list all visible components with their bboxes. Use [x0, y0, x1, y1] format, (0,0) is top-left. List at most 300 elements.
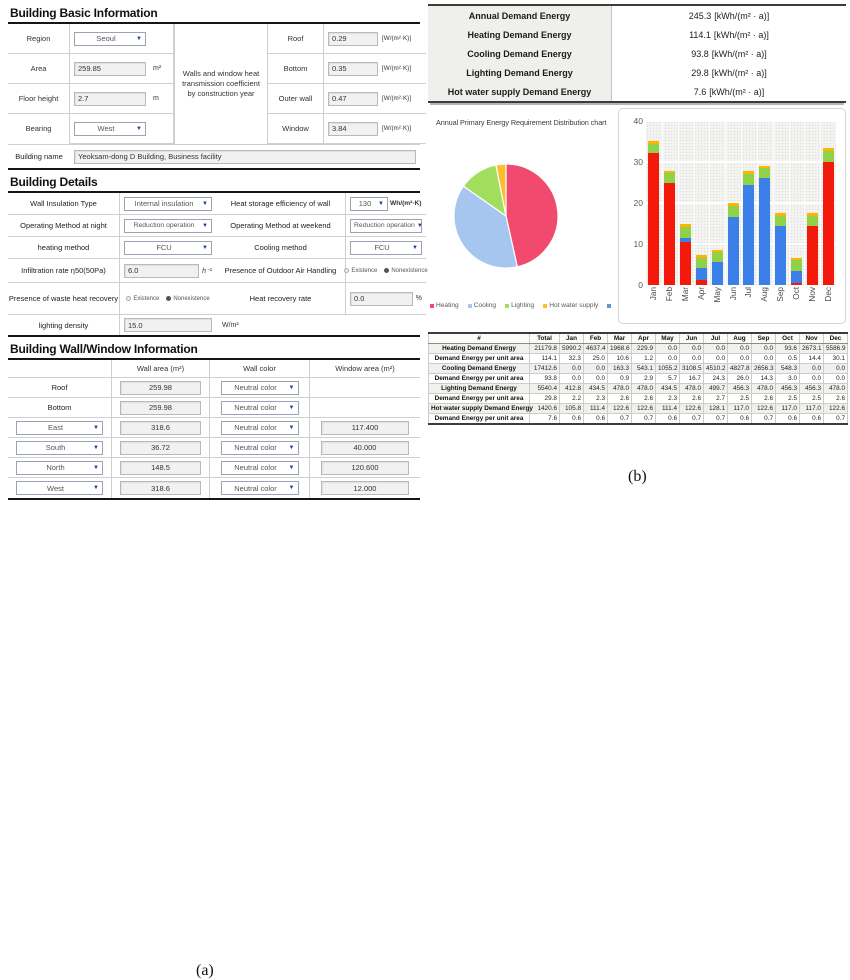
row-label: Demand Energy per unit area	[429, 374, 530, 384]
value-cell: 543.1	[632, 364, 656, 374]
table-row	[429, 394, 848, 404]
value-cell: 2.3	[584, 394, 608, 404]
bar-segment-heating	[823, 162, 834, 285]
legend-item-heating	[430, 302, 459, 309]
value-cell: 4510.2	[704, 364, 728, 374]
legend-marker-icon	[505, 304, 509, 308]
wall-area-input-bottom[interactable]: 259.98	[120, 401, 201, 415]
legend-label: Lighting	[511, 302, 535, 309]
value-cell: 478.0	[824, 384, 848, 394]
heating-method-value: FCU	[156, 243, 172, 252]
summary-value: 7.6	[693, 86, 707, 97]
value-cell: 478.0	[680, 384, 704, 394]
value-cell: 128.1	[704, 404, 728, 414]
value-cell: 0.0	[656, 354, 680, 364]
bar-segment-heating	[664, 183, 675, 286]
value-cell: 0.0	[824, 374, 848, 384]
infiltration-cell	[120, 259, 216, 283]
value-cell: 5586.9	[824, 344, 848, 354]
bottom-coef-label: Bottom	[268, 54, 324, 84]
radio-outdoor-air-nonexistence[interactable]	[384, 268, 427, 274]
value-cell: 21179.8	[530, 344, 560, 354]
wall-area-input-west[interactable]: 318.6	[120, 481, 201, 495]
value-cell: 0.0	[584, 364, 608, 374]
value-cell: 2.6	[632, 394, 656, 404]
weekend-operation-cell	[346, 215, 426, 237]
dropdown-arrow-icon: ▼	[288, 444, 295, 451]
bearing-dropdown[interactable]	[74, 122, 146, 136]
dropdown-arrow-icon: ▼	[136, 125, 142, 132]
value-cell: 5.7	[656, 374, 680, 384]
orientation-value: South	[45, 443, 66, 452]
section-title-basic-information: Building Basic Information	[10, 6, 158, 20]
summary-value-cell	[612, 6, 846, 25]
value-cell: 117.0	[728, 404, 752, 414]
window-coef-cell	[324, 114, 382, 144]
value-cell: 2.6	[680, 394, 704, 404]
value-cell: 4637.4	[584, 344, 608, 354]
bar-segment-lighting	[775, 216, 786, 227]
value-cell: 2.5	[776, 394, 800, 404]
radio-selected-icon	[384, 268, 389, 273]
legend-item-lighting	[505, 302, 534, 309]
value-cell: 0.0	[560, 374, 584, 384]
value-cell: 26.0	[728, 374, 752, 384]
radio-outdoor-air-existence[interactable]	[344, 268, 377, 274]
value-cell: 0.7	[608, 414, 632, 425]
value-cell: 2656.3	[752, 364, 776, 374]
x-tick-sep	[773, 287, 789, 321]
summary-value-cell	[612, 63, 846, 82]
summary-unit: [kWh/(m² · a)]	[713, 29, 769, 40]
summary-unit: [kWh/(m² · a)]	[714, 10, 770, 21]
value-cell: 2.9	[632, 374, 656, 384]
row-label: Demand Energy per unit area	[429, 354, 530, 364]
window-area-input-west[interactable]: 12.000	[321, 481, 409, 495]
x-tick-label: Nov	[807, 287, 817, 302]
legend-label: Hot water supply	[549, 302, 599, 309]
bar-segment-cooling	[791, 271, 802, 283]
value-cell: 456.3	[776, 384, 800, 394]
building-name-input[interactable]: Yeoksam-dong D Building, Business facility	[74, 150, 416, 164]
wall-color-value: Neutral color	[234, 463, 277, 472]
wall-color-dropdown-bottom[interactable]	[221, 401, 299, 415]
value-cell: 4827.8	[728, 364, 752, 374]
wall-area-input-north[interactable]: 148.5	[120, 461, 201, 475]
bar-oct	[791, 258, 802, 285]
window-area-cell	[310, 458, 420, 478]
value-cell: 111.4	[656, 404, 680, 414]
monthly-header-cell: Jun	[680, 333, 704, 344]
x-tick-label: Jan	[649, 287, 659, 301]
bar-jan	[648, 141, 659, 285]
night-operation-dropdown[interactable]	[124, 219, 212, 233]
y-tick-label: 40	[633, 116, 643, 126]
legend-item-hot-water-supply	[543, 302, 598, 309]
value-cell: 93.6	[776, 344, 800, 354]
caption-a: (a)	[196, 962, 214, 979]
orientation-dropdown-west[interactable]	[16, 481, 103, 495]
area-label: Area	[8, 54, 70, 84]
window-coef-label: Window	[268, 114, 324, 144]
slot-separator	[804, 121, 805, 285]
section-title-building-details: Building Details	[10, 175, 98, 189]
orientation-cell	[8, 478, 112, 498]
slot-separator	[820, 121, 821, 285]
value-cell: 114.1	[530, 354, 560, 364]
cooling-method-value: FCU	[374, 243, 390, 252]
lighting-density-input[interactable]: 15.0	[124, 318, 212, 332]
value-cell: 478.0	[608, 384, 632, 394]
orientation-dropdown-south[interactable]	[16, 441, 103, 455]
value-cell: 3108.5	[680, 364, 704, 374]
value-cell: 0.0	[752, 344, 776, 354]
dropdown-arrow-icon: ▼	[93, 464, 99, 471]
monthly-header-cell: Sep	[752, 333, 776, 344]
window-area-input-north[interactable]: 120.600	[321, 461, 409, 475]
y-tick-label: 20	[633, 198, 643, 208]
bottom-coef-input[interactable]: 0.35	[328, 62, 378, 76]
x-tick-label: Jul	[744, 287, 754, 298]
value-cell: 0.0	[704, 354, 728, 364]
section-basic-information	[8, 22, 420, 170]
value-cell: 0.6	[728, 414, 752, 425]
summary-value-cell	[612, 25, 846, 44]
value-cell: 499.7	[704, 384, 728, 394]
x-tick-label: Jun	[728, 287, 738, 301]
wall-area-input-south[interactable]: 36.72	[120, 441, 201, 455]
wall-area-cell	[112, 378, 210, 398]
night-operation-label: Operating Method at night	[8, 215, 120, 237]
radio-label: Existence	[351, 267, 378, 274]
infiltration-input[interactable]: 6.0	[124, 264, 199, 278]
wall-area-input-east[interactable]: 318.6	[120, 421, 201, 435]
lighting-density-cell	[120, 315, 216, 335]
value-cell: 478.0	[632, 384, 656, 394]
value-cell: 2673.1	[800, 344, 824, 354]
outer-wall-coef-cell	[324, 84, 382, 114]
summary-row	[428, 6, 846, 25]
region-value: Seoul	[96, 34, 116, 43]
window-area-cell	[310, 478, 420, 498]
value-cell: 0.0	[704, 344, 728, 354]
slot-separator	[662, 121, 663, 285]
radio-waste-heat-existence[interactable]	[126, 296, 159, 302]
bar-mar	[680, 224, 691, 285]
x-tick-label: May	[712, 287, 722, 303]
heating-method-cell	[120, 237, 216, 259]
bar-segment-lighting	[712, 252, 723, 261]
x-tick-nov	[804, 287, 820, 321]
orientation-dropdown-east[interactable]	[16, 421, 103, 435]
bar-segment-lighting	[791, 260, 802, 270]
wall-insulation-value: Internal insulation	[134, 199, 194, 208]
value-cell: 1.2	[632, 354, 656, 364]
summary-row	[428, 25, 846, 44]
cooling-method-cell	[346, 237, 426, 259]
bearing-unit	[150, 114, 174, 144]
value-cell: 30.1	[824, 354, 848, 364]
wall-window-header	[8, 360, 112, 378]
surface-label-bottom: Bottom	[8, 398, 112, 418]
summary-value-cell	[612, 44, 846, 63]
x-tick-jun	[725, 287, 741, 321]
bar-jul	[743, 171, 754, 285]
window-area-cell	[310, 418, 420, 438]
bar-aug	[759, 166, 770, 285]
value-cell: 478.0	[752, 384, 776, 394]
x-tick-feb	[662, 287, 678, 321]
wall-color-dropdown-south[interactable]	[221, 441, 299, 455]
wall-color-cell	[210, 438, 310, 458]
x-tick-label: Feb	[665, 287, 675, 302]
value-cell: 2.6	[824, 394, 848, 404]
dropdown-arrow-icon: ▼	[416, 222, 423, 229]
table-row	[429, 374, 848, 384]
wall-color-dropdown-north[interactable]	[221, 461, 299, 475]
heat-storage-cell	[346, 193, 426, 215]
heat-storage-value: 130	[358, 199, 372, 208]
waste-heat-label: Presence of waste heat recovery	[8, 283, 120, 315]
value-cell: 0.7	[704, 414, 728, 425]
wall-insulation-cell	[120, 193, 216, 215]
table-row	[429, 384, 848, 394]
dropdown-arrow-icon: ▼	[202, 222, 208, 229]
wall-area-input-roof[interactable]: 259.98	[120, 381, 201, 395]
bar-segment-heating	[791, 283, 802, 285]
bar-segment-lighting	[664, 173, 675, 182]
region-label: Region	[8, 24, 70, 54]
value-cell: 0.0	[824, 364, 848, 374]
roof-coef-label: Roof	[268, 24, 324, 54]
value-cell: 0.0	[680, 344, 704, 354]
pie-chart-block	[428, 110, 618, 324]
value-cell: 0.0	[800, 364, 824, 374]
monthly-header-cell: May	[656, 333, 680, 344]
summary-row	[428, 44, 846, 63]
roof-coef-input[interactable]: 0.29	[328, 32, 378, 46]
wall-color-cell	[210, 478, 310, 498]
heating-method-dropdown[interactable]	[124, 241, 212, 255]
value-cell: 25.0	[584, 354, 608, 364]
window-area-cell	[310, 378, 420, 398]
bar-segment-lighting	[743, 174, 754, 185]
value-cell: 2.5	[728, 394, 752, 404]
legend-item-extra	[607, 304, 611, 308]
monthly-demand-table	[428, 332, 848, 425]
dropdown-arrow-icon: ▼	[288, 424, 295, 431]
weekend-operation-label: Operating Method at weekend	[216, 215, 346, 237]
value-cell: 2.2	[560, 394, 584, 404]
row-label: Cooling Demand Energy	[429, 364, 530, 374]
bar-nov	[807, 213, 818, 285]
value-cell: 0.0	[800, 374, 824, 384]
orientation-cell	[8, 458, 112, 478]
slot-separator	[678, 121, 679, 285]
caption-b: (b)	[628, 468, 647, 485]
wall-area-cell	[112, 458, 210, 478]
wall-color-dropdown-east[interactable]	[221, 421, 299, 435]
value-cell: 0.9	[608, 374, 632, 384]
bar-segment-cooling	[712, 262, 723, 285]
bottom-coef-cell	[324, 54, 382, 84]
summary-unit: [kWh/(m² · a)]	[711, 67, 767, 78]
dropdown-arrow-icon: ▼	[93, 424, 99, 431]
dropdown-arrow-icon: ▼	[288, 464, 295, 471]
x-tick-label: Apr	[696, 287, 706, 300]
radio-selected-icon	[166, 296, 171, 301]
window-area-input-east[interactable]: 117.400	[321, 421, 409, 435]
summary-value: 114.1	[689, 29, 711, 40]
region-dropdown[interactable]	[74, 32, 146, 46]
value-cell: 0.7	[752, 414, 776, 425]
summary-row	[428, 63, 846, 82]
bottom-coef-unit: [W/(m²·K)]	[382, 54, 426, 84]
region-unit	[150, 24, 174, 54]
radio-label: Nonexistence	[173, 295, 210, 302]
monthly-header-cell: Aug	[728, 333, 752, 344]
slot-separator	[725, 121, 726, 285]
night-operation-value: Reduction operation	[133, 222, 195, 229]
section-building-details	[8, 191, 428, 337]
window-coef-input[interactable]: 3.84	[328, 122, 378, 136]
summary-value: 245.3	[688, 10, 712, 21]
value-cell: 0.0	[656, 344, 680, 354]
value-cell: 0.0	[584, 374, 608, 384]
value-cell: 117.0	[776, 404, 800, 414]
wall-insulation-dropdown[interactable]	[124, 197, 212, 211]
window-area-cell	[310, 438, 420, 458]
value-cell: 14.3	[752, 374, 776, 384]
orientation-cell	[8, 438, 112, 458]
area-unit: m²	[150, 54, 174, 84]
radio-waste-heat-nonexistence[interactable]	[166, 296, 209, 302]
monthly-header-cell: Feb	[584, 333, 608, 344]
floor-height-input[interactable]: 2.7	[74, 92, 146, 106]
y-tick-label: 0	[638, 280, 643, 290]
value-cell: 0.6	[656, 414, 680, 425]
value-cell: 5990.2	[560, 344, 584, 354]
x-tick-oct	[788, 287, 804, 321]
cooling-method-dropdown[interactable]	[350, 241, 422, 255]
value-cell: 0.7	[632, 414, 656, 425]
value-cell: 17412.6	[530, 364, 560, 374]
heat-storage-unit: Wh/(m²·K)	[390, 200, 422, 207]
value-cell: 122.6	[752, 404, 776, 414]
slot-separator	[694, 121, 695, 285]
value-cell: 117.0	[800, 404, 824, 414]
section-title-wall-window: Building Wall/Window Information	[10, 342, 198, 356]
demand-energy-summary-table	[428, 4, 846, 103]
section-wall-window	[8, 358, 420, 500]
bar-segment-cooling	[759, 178, 770, 285]
summary-label: Hot water supply Demand Energy	[428, 82, 612, 101]
x-tick-apr	[693, 287, 709, 321]
weekend-operation-value: Reduction operation	[354, 222, 415, 229]
value-cell: 0.6	[800, 414, 824, 425]
bar-chart-card	[618, 108, 846, 324]
bar-apr	[696, 255, 707, 285]
x-tick-may	[709, 287, 725, 321]
legend-item-cooling	[468, 302, 496, 309]
area-input[interactable]: 259.85	[74, 62, 146, 76]
radio-icon	[126, 296, 131, 301]
wall-window-header: Window area (m²)	[310, 360, 420, 378]
night-operation-cell	[120, 215, 216, 237]
legend-label: Heating	[436, 302, 459, 309]
dropdown-arrow-icon: ▼	[378, 200, 384, 207]
y-tick-label: 30	[633, 157, 643, 167]
table-row	[429, 364, 848, 374]
summary-unit: [kWh/(m² · a)]	[709, 86, 765, 97]
value-cell: 24.3	[704, 374, 728, 384]
row-label: Demand Energy per unit area	[429, 394, 530, 404]
row-label: Demand Energy per unit area	[429, 414, 530, 425]
wall-color-cell	[210, 418, 310, 438]
value-cell: 2.3	[656, 394, 680, 404]
table-row	[429, 414, 848, 425]
bearing-value: West	[97, 124, 115, 133]
wall-area-cell	[112, 438, 210, 458]
value-cell: 229.9	[632, 344, 656, 354]
value-cell: 10.6	[608, 354, 632, 364]
orientation-dropdown-north[interactable]	[16, 461, 103, 475]
orientation-value: East	[48, 423, 64, 432]
outer-wall-coef-label: Outer wall	[268, 84, 324, 114]
dropdown-arrow-icon: ▼	[288, 384, 295, 391]
bar-jun	[728, 203, 739, 285]
x-tick-aug	[757, 287, 773, 321]
weekend-operation-dropdown[interactable]	[350, 219, 422, 233]
bar-segment-lighting	[648, 144, 659, 153]
panel-a-building-input-form	[8, 4, 428, 979]
legend-marker-icon	[468, 304, 472, 308]
value-cell: 105.8	[560, 404, 584, 414]
heat-storage-dropdown[interactable]	[350, 197, 388, 211]
value-cell: 412.8	[560, 384, 584, 394]
value-cell: 0.0	[680, 354, 704, 364]
x-tick-label: Aug	[760, 287, 770, 302]
wall-color-cell	[210, 458, 310, 478]
value-cell: 0.6	[776, 414, 800, 425]
value-cell: 7.6	[530, 414, 560, 425]
heat-recovery-input[interactable]: 0.0	[350, 292, 413, 306]
lighting-density-unit-cell	[216, 315, 426, 335]
window-area-cell	[310, 398, 420, 418]
monthly-header-cell: Dec	[824, 333, 848, 344]
building-name-label: Building name	[15, 152, 63, 161]
x-tick-jul	[741, 287, 757, 321]
bar-feb	[664, 171, 675, 285]
region-cell	[70, 24, 150, 54]
radio-icon	[344, 268, 349, 273]
wall-color-dropdown-west[interactable]	[221, 481, 299, 495]
outer-wall-coef-input[interactable]: 0.47	[328, 92, 378, 106]
value-cell: 2.6	[608, 394, 632, 404]
infiltration-label: Infiltration rate η50(50Pa)	[8, 259, 120, 283]
summary-value-cell	[612, 82, 846, 101]
slot-separator	[741, 121, 742, 285]
bar-may	[712, 250, 723, 285]
window-area-input-south[interactable]: 40.000	[321, 441, 409, 455]
wall-insulation-label: Wall Insulation Type	[8, 193, 120, 215]
wall-window-table	[8, 360, 420, 498]
x-tick-label: Sep	[776, 287, 786, 302]
outer-wall-coef-unit: [W/(m²·K)]	[382, 84, 426, 114]
bar-segment-lighting	[728, 206, 739, 217]
wall-color-dropdown-roof[interactable]	[221, 381, 299, 395]
bar-segment-lighting	[696, 258, 707, 269]
